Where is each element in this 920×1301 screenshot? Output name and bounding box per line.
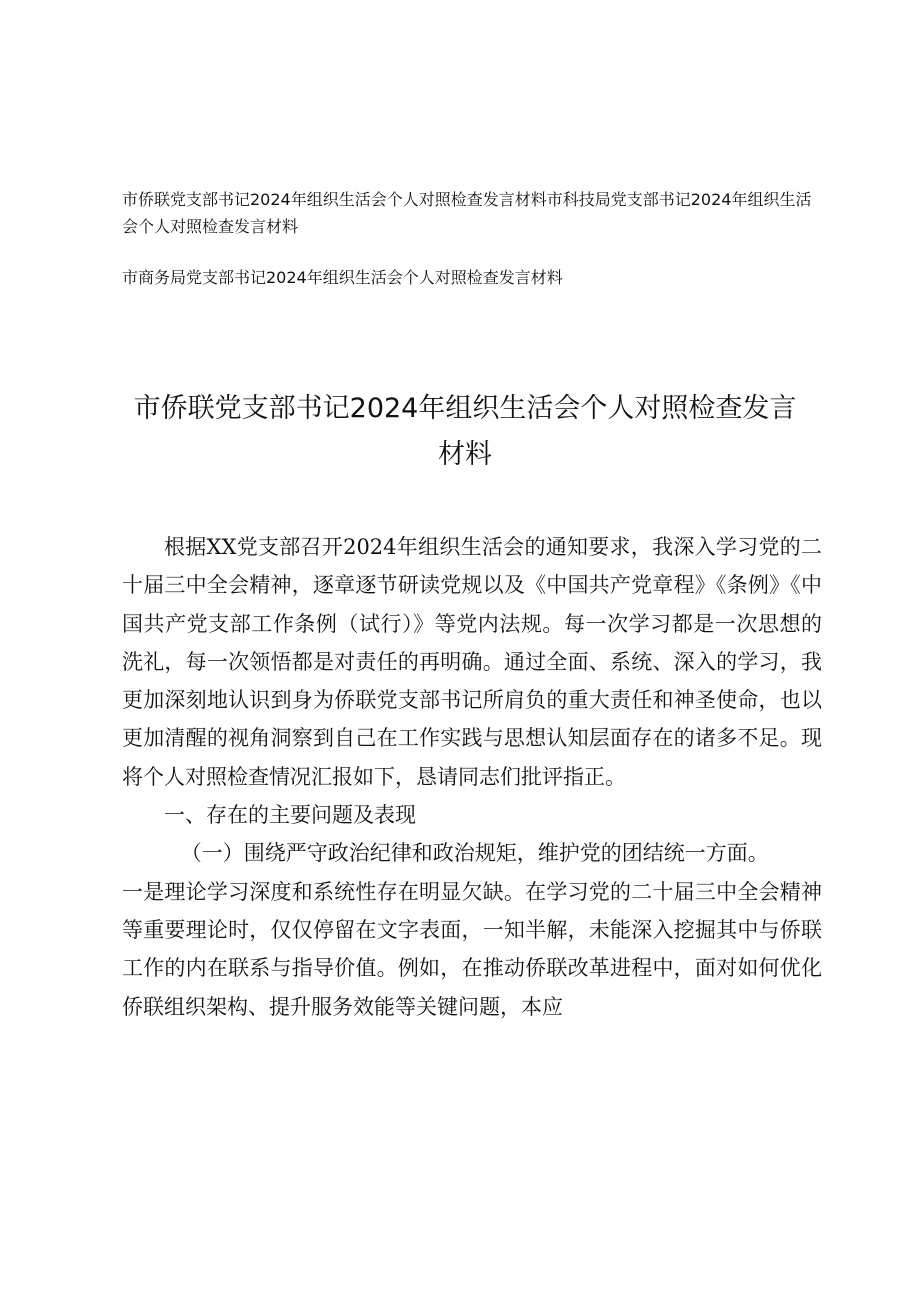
toc-entry: 市商务局党支部书记2024年组织生活会个人对照检查发言材料 [122,268,563,287]
title-line-2: 材料 [438,439,492,470]
toc-entry: 市侨联党支部书记2024年组织生活会个人对照检查发言材料市科技局党支部书记2024年组织生活会个人对照检查发言材料 [122,190,812,236]
section-heading: 一、存在的主要问题及表现 [164,803,416,828]
document-title [110,386,820,478]
title-line-1: 市侨联党支部书记2024年组织生活会个人对照检查发言 [133,393,797,424]
subsection-heading: （一）围绕严守政治纪律和政治规矩，维护党的团结统一方面。 [180,841,769,866]
intro-paragraph: 根据XX党支部召开2024年组织生活会的通知要求，我深入学习党的二十届三中全会精神，逐章逐节研读党规以及《中国共产党章程》《条例》《中国共产党支部工作条例（试行）》等党内法规。每一次学习都是一次思想的洗礼，每一次领悟都是对责任的再明确。通过全面、系统、深入的学习，我更加深刻地认识到身为侨联党支部书记所肩负的重大责任和神圣使命，也以更加清醒的视角洞察到自己在工作实践与思想认知层面存在的诸多不足。现将个人对照检查情况汇报如下，恳请同志们批评指正。 [122,535,822,789]
document-body [122,528,822,1026]
body-paragraph: 一是理论学习深度和系统性存在明显欠缺。在学习党的二十届三中全会精神等重要理论时，仅仅停留在文字表面，一知半解，未能深入挖掘其中与侨联工作的内在联系与指导价值。例如，在推动侨联改革进程中，面对如何优化侨联组织架构、提升服务效能等关键问题，本应 [122,879,822,1019]
table-of-contents [122,186,822,291]
